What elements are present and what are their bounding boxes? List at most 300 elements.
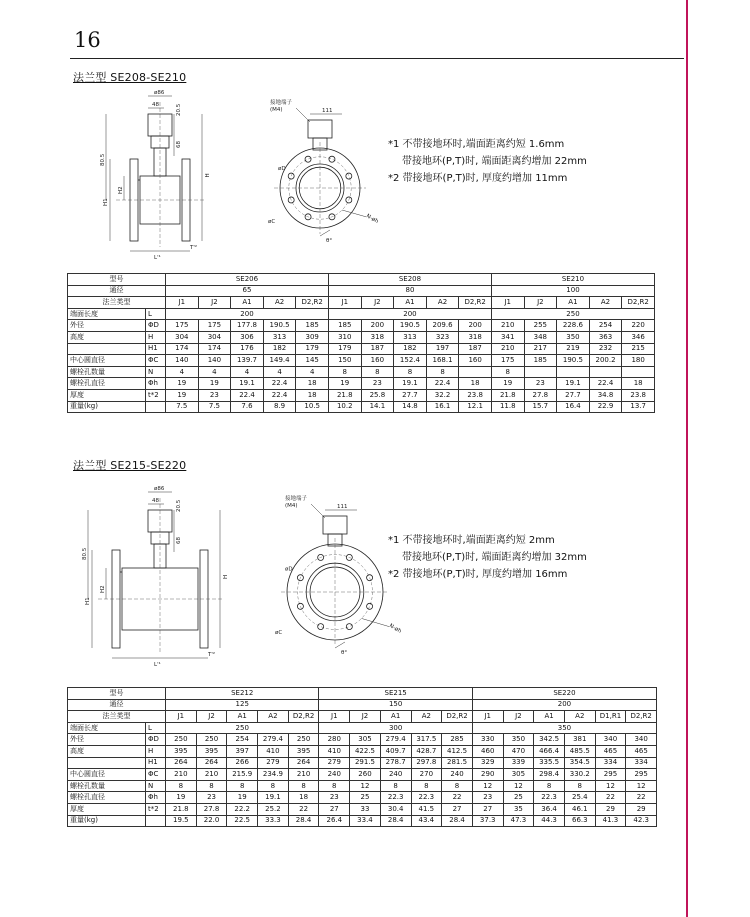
table-cell: 21.8: [328, 389, 361, 401]
leader-line: [361, 618, 389, 626]
table-cell: 47.3: [503, 815, 534, 827]
table-cell: 18: [296, 378, 329, 390]
table-cell: 210: [491, 343, 524, 355]
table-cell: 18: [288, 792, 319, 804]
table-cell: 278.7: [380, 757, 411, 769]
table-cell: 螺栓孔数量: [68, 366, 146, 378]
dim-label-h2: H2: [118, 186, 124, 194]
table-cell: 175: [166, 320, 199, 332]
table-cell: 318: [361, 331, 394, 343]
table-cell: 42.3: [626, 815, 657, 827]
table-cell: J2: [361, 297, 394, 309]
table-cell: A1: [534, 711, 565, 723]
table-cell: 螺栓孔直径: [68, 378, 146, 390]
note-3: *2 带接地环(P,T)时, 厚度约增加 11mm: [388, 173, 568, 184]
table-cell: 22.9: [589, 401, 622, 413]
table-row: [68, 343, 655, 355]
table-cell: 30.4: [380, 803, 411, 815]
table-cell: 266: [227, 757, 258, 769]
bore-cell: 65: [166, 285, 329, 297]
table-cell: 215: [622, 343, 655, 355]
table-cell: [589, 366, 622, 378]
table-cell: 140: [198, 355, 231, 367]
table-cell: 220: [622, 320, 655, 332]
table-cell: 27.8: [196, 803, 227, 815]
leader-line: [320, 230, 330, 236]
table-cell: 8: [411, 780, 442, 792]
table-cell: 397: [227, 745, 258, 757]
table-cell: 19: [166, 378, 199, 390]
dim-label-n-phih: N-øh: [365, 213, 380, 226]
table-cell: 22.3: [534, 792, 565, 804]
table-cell: 176: [231, 343, 264, 355]
table-cell: 外径: [68, 320, 146, 332]
table-cell: A1: [231, 297, 264, 309]
table-cell: 22: [288, 803, 319, 815]
table-row: [68, 297, 655, 309]
table-cell: 335.5: [534, 757, 565, 769]
table-cell: 197: [426, 343, 459, 355]
table-cell: [622, 366, 655, 378]
dim-label-111: 111: [322, 108, 333, 114]
section-title-se215-se220: 法兰型 SE215-SE220: [73, 459, 187, 472]
table-cell: 19.5: [166, 815, 197, 827]
table-cell: 外径: [68, 734, 146, 746]
table-cell: 25: [503, 792, 534, 804]
table-cell: 19.1: [231, 378, 264, 390]
table-cell: 428.7: [411, 745, 442, 757]
table-cell: 8: [227, 780, 258, 792]
table-cell: 28.4: [288, 815, 319, 827]
table-cell: 23: [524, 378, 557, 390]
table-row: [68, 401, 655, 413]
dim-label-phid: øD: [278, 166, 286, 172]
table-cell: 19.1: [394, 378, 427, 390]
label-m4: (M4): [285, 503, 298, 509]
table-cell: 363: [589, 331, 622, 343]
table-cell: D2,R2: [459, 297, 492, 309]
bore-cell: 80: [328, 285, 491, 297]
bolt-hole: [346, 173, 352, 179]
dim-label-t: T'²: [190, 245, 198, 251]
bolt-hole: [367, 603, 373, 609]
table-cell: 250: [288, 734, 319, 746]
table-cell: 12: [472, 780, 503, 792]
table-cell: 422.5: [350, 745, 381, 757]
table-cell: [146, 401, 166, 413]
table-cell: 185: [328, 320, 361, 332]
table-row: [68, 688, 657, 700]
table-cell: 187: [361, 343, 394, 355]
table-cell: t*2: [146, 389, 166, 401]
table-cell: 22: [442, 792, 473, 804]
leader-line: [335, 642, 345, 648]
table-cell: 14.8: [394, 401, 427, 413]
table-cell: 323: [426, 331, 459, 343]
table-cell: 310: [328, 331, 361, 343]
table-cell: 175: [491, 355, 524, 367]
table-cell: 412.5: [442, 745, 473, 757]
table-row: [68, 331, 655, 343]
table-row: [68, 389, 655, 401]
table-cell: 8: [258, 780, 289, 792]
table-cell: 8: [288, 780, 319, 792]
model-header: SE215: [319, 688, 472, 700]
table-cell: 11.8: [491, 401, 524, 413]
dim-label-68: 68: [176, 141, 182, 148]
table-cell: 14.1: [361, 401, 394, 413]
table-cell: J1: [319, 711, 350, 723]
table-row: [68, 815, 657, 827]
table-cell: 313: [263, 331, 296, 343]
table-cell: H1: [146, 757, 166, 769]
table-cell: 8: [491, 366, 524, 378]
table-cell: A2: [426, 297, 459, 309]
table-cell: 291.5: [350, 757, 381, 769]
table-cell: 264: [288, 757, 319, 769]
table-cell: 19: [227, 792, 258, 804]
margin-accent-bar: [686, 0, 688, 917]
dim-label-80-5: 80.5: [100, 153, 106, 166]
dim-label-phic: øC: [268, 219, 276, 226]
dim-label-48: 48: [152, 102, 159, 108]
table-cell: 190.5: [557, 355, 590, 367]
table-cell: 重量(kg): [68, 815, 146, 827]
table-cell: 22.4: [231, 389, 264, 401]
table-cell: 25.4: [564, 792, 595, 804]
table-cell: 23: [198, 389, 231, 401]
table-cell: [68, 757, 146, 769]
table-cell: ΦD: [146, 734, 166, 746]
table-cell: 140: [166, 355, 199, 367]
table-cell: 22.4: [263, 389, 296, 401]
table-cell: N: [146, 366, 166, 378]
table-cell: 21.8: [491, 389, 524, 401]
leader-line: [311, 504, 325, 518]
table-cell: 250: [166, 722, 319, 734]
table-row: [68, 769, 657, 781]
table-cell: 33: [350, 803, 381, 815]
table-cell: t*2: [146, 803, 166, 815]
table-cell: 219: [557, 343, 590, 355]
table-cell: 4: [263, 366, 296, 378]
table-header-cell: 型号: [68, 274, 166, 286]
table-cell: 210: [491, 320, 524, 332]
table-cell: 8.9: [263, 401, 296, 413]
table-cell: 29: [626, 803, 657, 815]
dim-label-80-5: 80.5: [82, 547, 88, 560]
table-row: [68, 285, 655, 297]
bore-cell: 200: [472, 699, 656, 711]
table-cell: 4: [231, 366, 264, 378]
table-cell: 200: [328, 308, 491, 320]
table-cell: 341: [491, 331, 524, 343]
table-cell: 22.3: [411, 792, 442, 804]
table-cell: 29: [595, 803, 626, 815]
table-cell: 465: [626, 745, 657, 757]
table-cell: L: [146, 308, 166, 320]
spec-table-se208-se210: [67, 273, 655, 413]
spec-table-se215-se220: [67, 687, 657, 827]
dim-label-48: 48: [152, 498, 159, 504]
table-cell: 4: [296, 366, 329, 378]
table-cell: 309: [296, 331, 329, 343]
leader-line: [296, 108, 310, 122]
table-cell: 160: [361, 355, 394, 367]
table-cell: 33.3: [258, 815, 289, 827]
table-cell: 485.5: [564, 745, 595, 757]
label-grounding-terminal: 接地端子: [270, 100, 293, 106]
table-cell: 7.6: [231, 401, 264, 413]
table-cell: J1: [166, 711, 197, 723]
table-cell: 22: [626, 792, 657, 804]
table-cell: 21.8: [166, 803, 197, 815]
table-cell: 297.8: [411, 757, 442, 769]
table-row: [68, 355, 655, 367]
table-cell: 200: [166, 308, 329, 320]
table-cell: 255: [524, 320, 557, 332]
table-cell: 264: [196, 757, 227, 769]
table-cell: 210: [288, 769, 319, 781]
dimension-drawing-se208-se210: [70, 84, 380, 261]
table-cell: 150: [328, 355, 361, 367]
table-cell: 36.4: [534, 803, 565, 815]
table-cell: J2: [198, 297, 231, 309]
table-cell: 279.4: [380, 734, 411, 746]
table-cell: 19: [166, 792, 197, 804]
table-cell: 340: [626, 734, 657, 746]
table-cell: 10.2: [328, 401, 361, 413]
dim-label-l: L'¹: [154, 662, 161, 668]
table-cell: 300: [319, 722, 472, 734]
table-cell: 254: [589, 320, 622, 332]
table-cell: D1,R1: [595, 711, 626, 723]
table-cell: 318: [459, 331, 492, 343]
table-cell: 22.0: [196, 815, 227, 827]
table-cell: 149.4: [263, 355, 296, 367]
table-cell: 350: [472, 722, 656, 734]
model-header: SE206: [166, 274, 329, 286]
table-cell: 19: [166, 389, 199, 401]
table-cell: D2,R2: [626, 711, 657, 723]
table-cell: 28.4: [442, 815, 473, 827]
table-cell: ΦC: [146, 769, 166, 781]
table-cell: 410: [258, 745, 289, 757]
table-cell: 346: [622, 331, 655, 343]
table-cell: H1: [146, 343, 166, 355]
table-cell: 330: [472, 734, 503, 746]
model-header: SE208: [328, 274, 491, 286]
table-cell: 13.7: [622, 401, 655, 413]
table-cell: 264: [166, 757, 197, 769]
page-number: 16: [74, 28, 101, 52]
table-cell: 19: [198, 378, 231, 390]
table-cell: 27: [319, 803, 350, 815]
notes-se215-se220: [388, 532, 587, 583]
table-cell: 8: [166, 780, 197, 792]
table-cell: 295: [595, 769, 626, 781]
table-cell: 端面长度: [68, 308, 146, 320]
table-cell: A2: [411, 711, 442, 723]
table-cell: Φh: [146, 378, 166, 390]
table-cell: 27.7: [557, 389, 590, 401]
table-cell: A2: [589, 297, 622, 309]
table-cell: 44.3: [534, 815, 565, 827]
table-cell: A2: [564, 711, 595, 723]
table-cell: [146, 815, 166, 827]
table-cell: 8: [380, 780, 411, 792]
dim-label-l: L'¹: [154, 255, 161, 261]
dim-label-phic: øC: [275, 630, 283, 637]
leader-line: [342, 210, 366, 217]
table-cell: 10.5: [296, 401, 329, 413]
dim-label-h: H: [223, 574, 229, 579]
note-2: 带接地环(P,T)时, 端面距离约增加 22mm: [402, 156, 587, 167]
table-cell: 12: [626, 780, 657, 792]
table-cell: 250: [196, 734, 227, 746]
table-cell: D2,R2: [442, 711, 473, 723]
table-cell: 395: [288, 745, 319, 757]
table-cell: 179: [328, 343, 361, 355]
model-header: SE220: [472, 688, 656, 700]
table-cell: 22.4: [426, 378, 459, 390]
table-cell: A2: [263, 297, 296, 309]
table-cell: 41.3: [595, 815, 626, 827]
table-cell: A1: [557, 297, 590, 309]
table-cell: 18: [459, 378, 492, 390]
note-1: *1 不带接地环时,端面距离约短 1.6mm: [388, 139, 565, 150]
table-row: [68, 792, 657, 804]
table-cell: 23: [361, 378, 394, 390]
table-cell: 19.1: [557, 378, 590, 390]
table-cell: 4: [166, 366, 199, 378]
table-cell: 27: [472, 803, 503, 815]
table-cell: 185: [524, 355, 557, 367]
table-cell: 209.6: [426, 320, 459, 332]
table-cell: 410: [319, 745, 350, 757]
table-header-cell: 型号: [68, 688, 166, 700]
table-cell: 250: [166, 734, 197, 746]
table-cell: J1: [166, 297, 199, 309]
table-cell: 12: [503, 780, 534, 792]
table-cell: D2,R2: [622, 297, 655, 309]
table-cell: 重量(kg): [68, 401, 146, 413]
dim-label-t: T'²: [208, 652, 216, 658]
table-cell: 348: [524, 331, 557, 343]
table-cell: 中心圆直径: [68, 769, 146, 781]
dim-label-h1: H1: [85, 597, 91, 605]
dim-label-20-5: 20.5: [176, 103, 182, 116]
table-cell: 22.4: [263, 378, 296, 390]
table-cell: 395: [196, 745, 227, 757]
table-cell: J2: [350, 711, 381, 723]
table-cell: 12: [595, 780, 626, 792]
table-cell: 41.5: [411, 803, 442, 815]
table-cell: 304: [198, 331, 231, 343]
table-cell: [459, 366, 492, 378]
table-cell: 200: [361, 320, 394, 332]
bolt-hole: [305, 156, 311, 162]
table-cell: 187: [459, 343, 492, 355]
table-cell: 182: [394, 343, 427, 355]
table-cell: [557, 366, 590, 378]
table-header-cell: 法兰类型: [68, 711, 166, 723]
table-cell: 290: [472, 769, 503, 781]
table-cell: 8: [196, 780, 227, 792]
table-row: [68, 699, 657, 711]
table-cell: 340: [595, 734, 626, 746]
table-cell: 470: [503, 745, 534, 757]
table-cell: 381: [564, 734, 595, 746]
table-cell: H: [146, 331, 166, 343]
table-cell: 174: [198, 343, 231, 355]
table-cell: 174: [166, 343, 199, 355]
table-cell: 22.4: [589, 378, 622, 390]
table-cell: 175: [198, 320, 231, 332]
table-row: [68, 308, 655, 320]
table-cell: 8: [394, 366, 427, 378]
note-1: *1 不带接地环时,端面距离约短 2mm: [388, 535, 555, 546]
table-cell: 8: [426, 366, 459, 378]
table-cell: 200.2: [589, 355, 622, 367]
table-cell: 182: [263, 343, 296, 355]
table-cell: 465: [595, 745, 626, 757]
dim-label-h2: H2: [100, 585, 106, 593]
note-2: 带接地环(P,T)时, 端面距离约增加 32mm: [402, 552, 587, 563]
note-3: *2 带接地环(P,T)时, 厚度约增加 16mm: [388, 569, 568, 580]
label-grounding-terminal: 接地端子: [285, 496, 308, 502]
table-cell: 350: [557, 331, 590, 343]
table-cell: 152.4: [394, 355, 427, 367]
table-cell: 145: [296, 355, 329, 367]
dim-label-dia86: ø86: [154, 486, 165, 492]
table-row: [68, 734, 657, 746]
table-cell: H: [146, 745, 166, 757]
table-cell: 217: [524, 343, 557, 355]
table-cell: 168.1: [426, 355, 459, 367]
table-cell: 19.1: [258, 792, 289, 804]
table-cell: 279: [319, 757, 350, 769]
table-cell: D2,R2: [296, 297, 329, 309]
table-cell: 8: [319, 780, 350, 792]
table-cell: 16.1: [426, 401, 459, 413]
table-cell: 317.5: [411, 734, 442, 746]
table-cell: 279.4: [258, 734, 289, 746]
table-cell: D2,R2: [288, 711, 319, 723]
table-cell: 180: [622, 355, 655, 367]
dim-label-68: 68: [176, 537, 182, 544]
table-cell: 139.7: [231, 355, 264, 367]
table-cell: A1: [394, 297, 427, 309]
bore-cell: 100: [491, 285, 654, 297]
table-cell: [524, 366, 557, 378]
table-row: [68, 803, 657, 815]
dim-label-phid: øD: [285, 566, 293, 573]
dimension-drawing-se215-se220: [70, 480, 403, 668]
table-cell: 23.8: [622, 389, 655, 401]
table-row: [68, 722, 657, 734]
table-cell: J2: [196, 711, 227, 723]
table-cell: 329: [472, 757, 503, 769]
header-rule: [70, 58, 684, 59]
table-cell: 8: [361, 366, 394, 378]
table-cell: 228.6: [557, 320, 590, 332]
table-cell: 端面长度: [68, 722, 146, 734]
table-cell: 中心圆直径: [68, 355, 146, 367]
table-cell: 240: [319, 769, 350, 781]
table-row: [68, 757, 657, 769]
dim-label-theta: θ°: [341, 650, 348, 656]
